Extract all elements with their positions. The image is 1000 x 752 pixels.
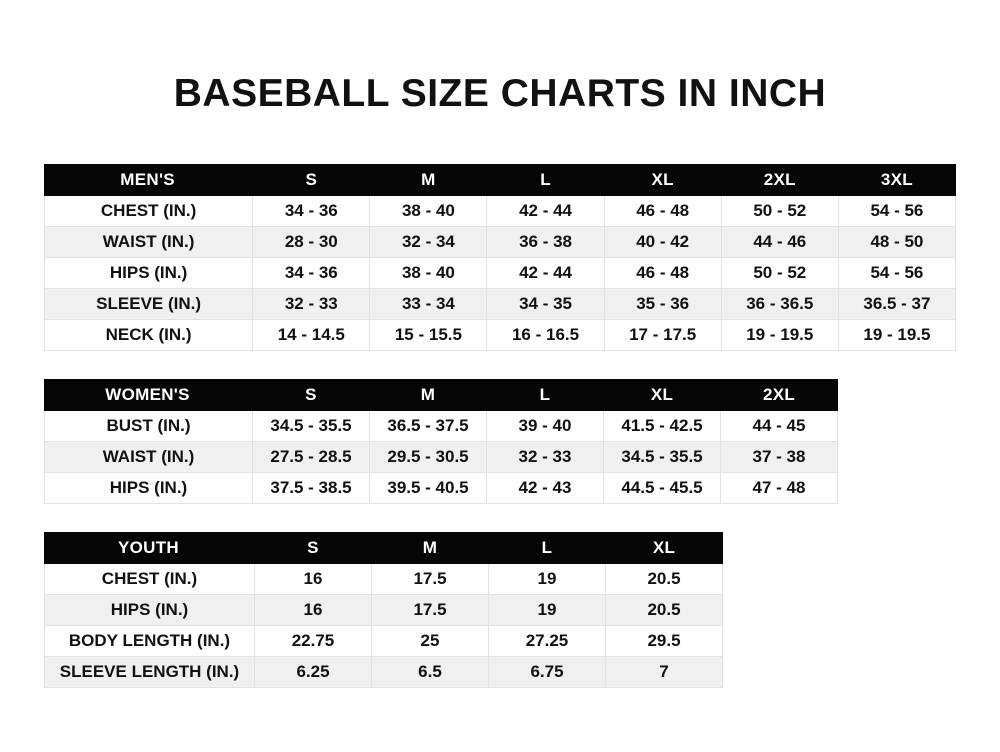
table-cell: 6.75 bbox=[489, 657, 606, 688]
table-cell: 28 - 30 bbox=[253, 227, 370, 258]
table-row bbox=[45, 595, 723, 626]
table-cell: 27.5 - 28.5 bbox=[253, 442, 370, 473]
table-cell: 36 - 36.5 bbox=[721, 289, 838, 320]
table-cell: 20.5 bbox=[606, 564, 723, 595]
table-header-row bbox=[45, 165, 956, 196]
table-cell: 34.5 - 35.5 bbox=[253, 411, 370, 442]
table-cell: 36.5 - 37 bbox=[838, 289, 955, 320]
table-cell: 37 - 38 bbox=[721, 442, 838, 473]
column-header: XL bbox=[604, 380, 721, 411]
column-header: XL bbox=[606, 533, 723, 564]
table-cell: 22.75 bbox=[255, 626, 372, 657]
table-row bbox=[45, 564, 723, 595]
table-cell: 6.25 bbox=[255, 657, 372, 688]
table-cell: 50 - 52 bbox=[721, 196, 838, 227]
row-label: WAIST (IN.) bbox=[45, 227, 253, 258]
table-cell: 17.5 bbox=[372, 595, 489, 626]
table-cell: 20.5 bbox=[606, 595, 723, 626]
tables-container bbox=[0, 164, 1000, 688]
table-cell: 25 bbox=[372, 626, 489, 657]
table-cell: 19 - 19.5 bbox=[721, 320, 838, 351]
row-label: CHEST (IN.) bbox=[45, 564, 255, 595]
table-cell: 44.5 - 45.5 bbox=[604, 473, 721, 504]
table-cell: 39 - 40 bbox=[487, 411, 604, 442]
column-header: M bbox=[370, 380, 487, 411]
table-cell: 36.5 - 37.5 bbox=[370, 411, 487, 442]
column-header: M bbox=[370, 165, 487, 196]
table-cell: 6.5 bbox=[372, 657, 489, 688]
column-header: 2XL bbox=[721, 380, 838, 411]
table-row bbox=[45, 473, 838, 504]
table-cell: 42 - 44 bbox=[487, 258, 604, 289]
column-header: 2XL bbox=[721, 165, 838, 196]
table-cell: 46 - 48 bbox=[604, 258, 721, 289]
table-cell: 39.5 - 40.5 bbox=[370, 473, 487, 504]
column-header: S bbox=[253, 380, 370, 411]
column-header: L bbox=[487, 165, 604, 196]
table-row bbox=[45, 657, 723, 688]
table-cell: 34 - 35 bbox=[487, 289, 604, 320]
table-row bbox=[45, 289, 956, 320]
table-cell: 7 bbox=[606, 657, 723, 688]
table-cell: 27.25 bbox=[489, 626, 606, 657]
row-label: WAIST (IN.) bbox=[45, 442, 253, 473]
table-cell: 54 - 56 bbox=[838, 258, 955, 289]
table-cell: 32 - 33 bbox=[253, 289, 370, 320]
table-cell: 38 - 40 bbox=[370, 196, 487, 227]
table-row bbox=[45, 411, 838, 442]
column-header: S bbox=[255, 533, 372, 564]
row-label: CHEST (IN.) bbox=[45, 196, 253, 227]
table-row bbox=[45, 320, 956, 351]
row-label: SLEEVE (IN.) bbox=[45, 289, 253, 320]
table-row bbox=[45, 227, 956, 258]
column-header: YOUTH bbox=[45, 533, 255, 564]
row-label: HIPS (IN.) bbox=[45, 595, 255, 626]
table-row bbox=[45, 258, 956, 289]
column-header: MEN'S bbox=[45, 165, 253, 196]
table-row bbox=[45, 196, 956, 227]
table-cell: 47 - 48 bbox=[721, 473, 838, 504]
youth-size-table bbox=[44, 532, 723, 688]
table-cell: 14 - 14.5 bbox=[253, 320, 370, 351]
column-header: L bbox=[489, 533, 606, 564]
table-header-row bbox=[45, 533, 723, 564]
table-cell: 35 - 36 bbox=[604, 289, 721, 320]
column-header: S bbox=[253, 165, 370, 196]
table-cell: 44 - 45 bbox=[721, 411, 838, 442]
column-header: M bbox=[372, 533, 489, 564]
table-cell: 36 - 38 bbox=[487, 227, 604, 258]
table-cell: 33 - 34 bbox=[370, 289, 487, 320]
table-row bbox=[45, 626, 723, 657]
column-header: WOMEN'S bbox=[45, 380, 253, 411]
table-cell: 40 - 42 bbox=[604, 227, 721, 258]
table-cell: 54 - 56 bbox=[838, 196, 955, 227]
row-label: SLEEVE LENGTH (IN.) bbox=[45, 657, 255, 688]
table-cell: 32 - 33 bbox=[487, 442, 604, 473]
table-cell: 41.5 - 42.5 bbox=[604, 411, 721, 442]
table-cell: 34.5 - 35.5 bbox=[604, 442, 721, 473]
table-cell: 17 - 17.5 bbox=[604, 320, 721, 351]
table-row bbox=[45, 442, 838, 473]
column-header: 3XL bbox=[838, 165, 955, 196]
table-cell: 32 - 34 bbox=[370, 227, 487, 258]
column-header: XL bbox=[604, 165, 721, 196]
table-cell: 48 - 50 bbox=[838, 227, 955, 258]
table-cell: 17.5 bbox=[372, 564, 489, 595]
column-header: L bbox=[487, 380, 604, 411]
table-cell: 34 - 36 bbox=[253, 196, 370, 227]
mens-size-table bbox=[44, 164, 956, 351]
table-cell: 15 - 15.5 bbox=[370, 320, 487, 351]
row-label: HIPS (IN.) bbox=[45, 258, 253, 289]
table-cell: 37.5 - 38.5 bbox=[253, 473, 370, 504]
table-cell: 16 bbox=[255, 595, 372, 626]
row-label: BODY LENGTH (IN.) bbox=[45, 626, 255, 657]
table-cell: 46 - 48 bbox=[604, 196, 721, 227]
row-label: BUST (IN.) bbox=[45, 411, 253, 442]
page-title: BASEBALL SIZE CHARTS IN INCH bbox=[173, 72, 827, 115]
womens-size-table bbox=[44, 379, 838, 504]
table-cell: 16 bbox=[255, 564, 372, 595]
table-cell: 38 - 40 bbox=[370, 258, 487, 289]
table-cell: 44 - 46 bbox=[721, 227, 838, 258]
table-cell: 42 - 44 bbox=[487, 196, 604, 227]
table-cell: 29.5 - 30.5 bbox=[370, 442, 487, 473]
table-cell: 29.5 bbox=[606, 626, 723, 657]
row-label: NECK (IN.) bbox=[45, 320, 253, 351]
table-cell: 16 - 16.5 bbox=[487, 320, 604, 351]
row-label: HIPS (IN.) bbox=[45, 473, 253, 504]
table-cell: 19 - 19.5 bbox=[838, 320, 955, 351]
table-cell: 19 bbox=[489, 564, 606, 595]
table-cell: 19 bbox=[489, 595, 606, 626]
table-header-row bbox=[45, 380, 838, 411]
table-cell: 50 - 52 bbox=[721, 258, 838, 289]
table-cell: 42 - 43 bbox=[487, 473, 604, 504]
table-cell: 34 - 36 bbox=[253, 258, 370, 289]
